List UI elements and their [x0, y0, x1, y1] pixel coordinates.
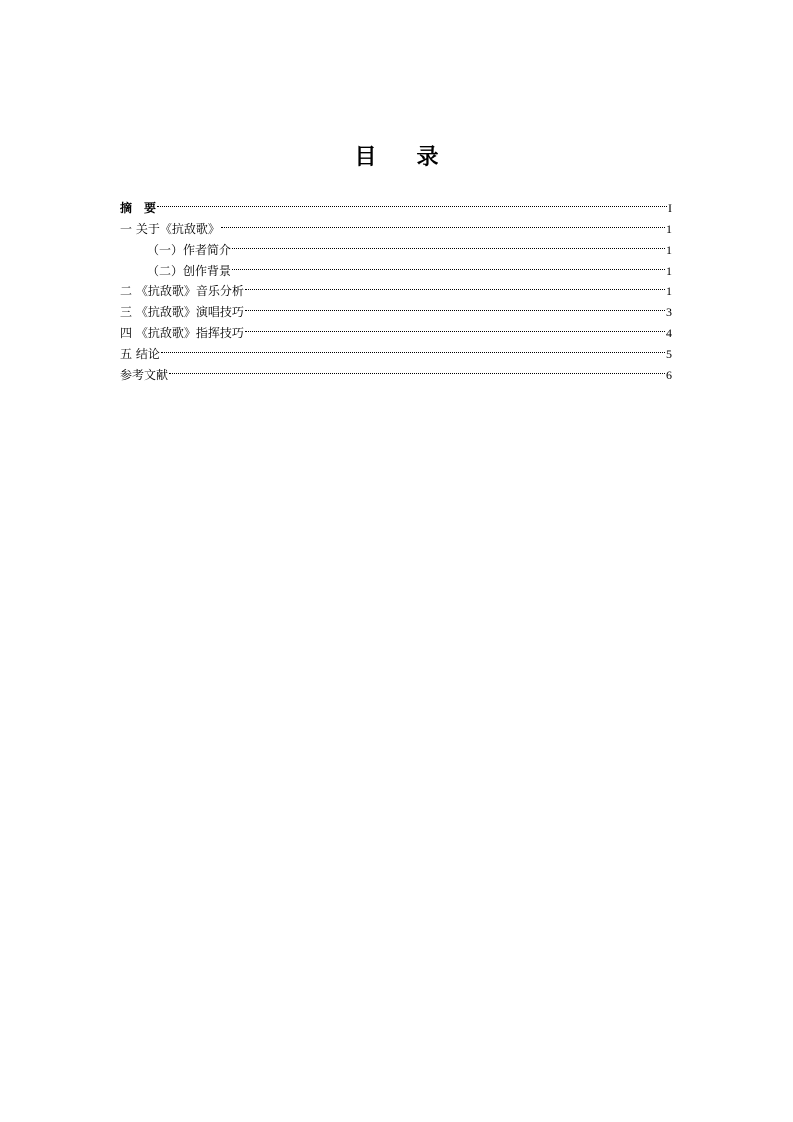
- toc-dot-leader: [245, 295, 665, 316]
- toc-dot-leader: [157, 191, 667, 212]
- toc-dot-leader: [232, 233, 665, 254]
- toc-page-number: 1: [666, 263, 672, 278]
- toc-entry-label: 三 《抗敌歌》演唱技巧: [120, 305, 244, 320]
- toc-page-number: 1: [666, 221, 672, 236]
- toc-page-number: 4: [666, 326, 672, 341]
- toc-page-number: I: [668, 200, 672, 215]
- toc-entry-section-1[interactable]: [120, 212, 672, 236]
- toc-dot-leader: [169, 358, 665, 379]
- toc-dot-leader: [232, 254, 665, 275]
- toc-entry-label: 五 结论: [120, 347, 160, 362]
- toc-entry-label: 一 关于《抗敌歌》: [120, 221, 220, 236]
- toc-dot-leader: [245, 275, 665, 296]
- toc-dot-leader: [161, 337, 665, 358]
- toc-page-number: 1: [666, 242, 672, 257]
- toc-dot-leader: [245, 316, 665, 337]
- toc-entry-label: （一）作者简介: [147, 242, 232, 257]
- toc-entry-label: 二 《抗敌歌》音乐分析: [120, 284, 244, 299]
- toc-entry-label: 摘 要: [120, 200, 157, 215]
- toc-entry-label: 参考文献: [120, 368, 169, 383]
- toc-page-number: 6: [666, 368, 672, 383]
- toc-page-number: 5: [666, 347, 672, 362]
- table-of-contents: [120, 191, 672, 383]
- title-char-2: 录: [416, 145, 439, 170]
- toc-dot-leader: [221, 212, 665, 233]
- toc-entry-section-5[interactable]: [120, 337, 672, 362]
- title-char-1: 目: [354, 145, 377, 170]
- page-title: [0, 143, 793, 173]
- toc-entry-abstract[interactable]: [120, 191, 672, 215]
- toc-page-number: 1: [666, 284, 672, 299]
- toc-entry-label: （二）创作背景: [147, 263, 232, 278]
- toc-page-number: 3: [666, 305, 672, 320]
- toc-entry-label: 四 《抗敌歌》指挥技巧: [120, 326, 244, 341]
- toc-entry-references[interactable]: [120, 358, 672, 383]
